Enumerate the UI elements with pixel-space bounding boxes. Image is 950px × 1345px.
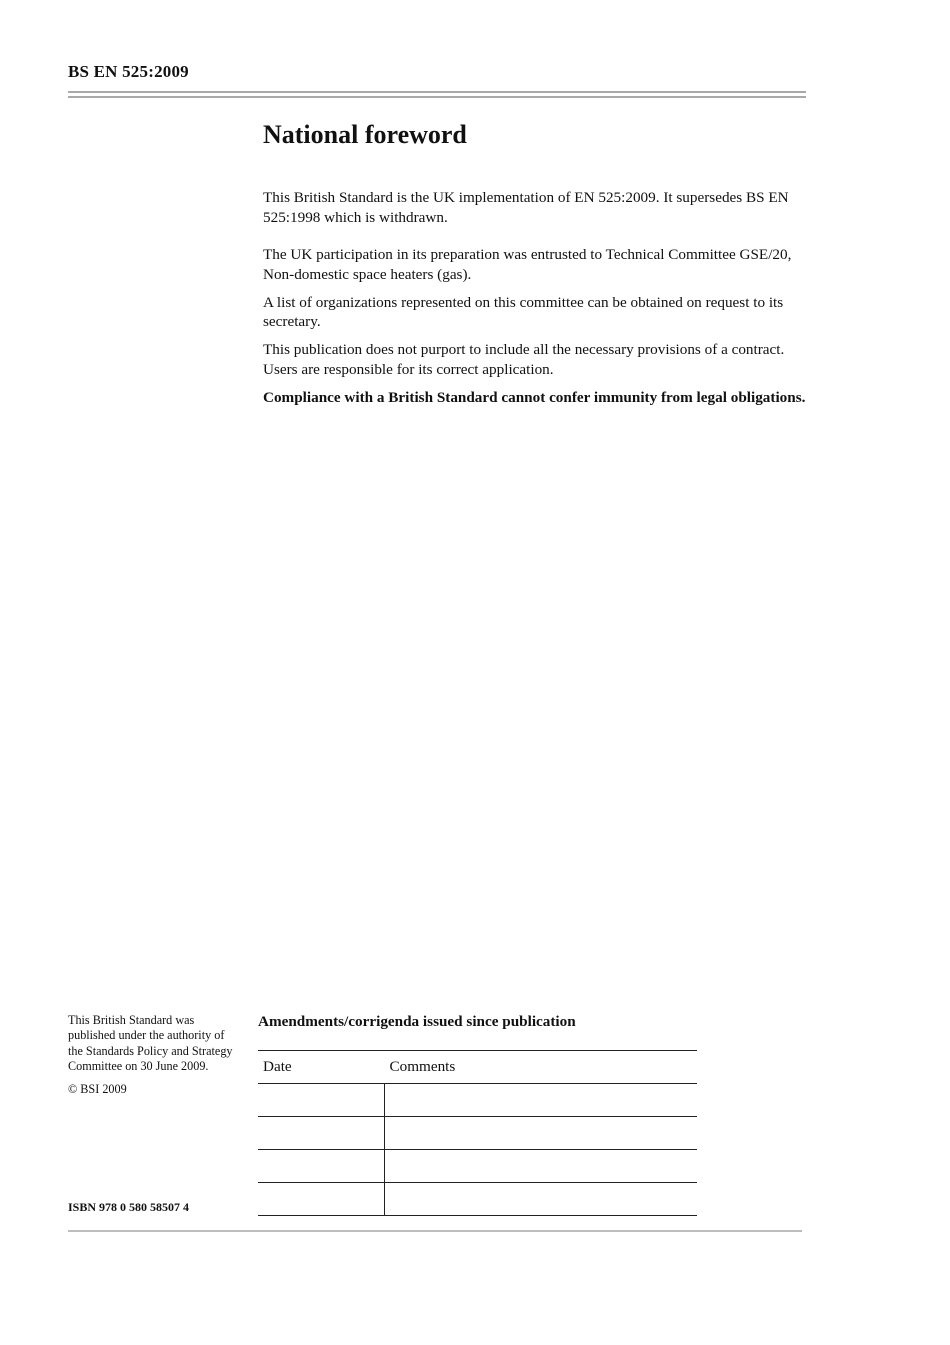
table-cell-comments [385,1084,698,1117]
table-row [258,1150,697,1183]
foreword-paragraph-organizations: A list of organizations represented on this committee can be obtained on request to its secretary. [263,293,784,330]
publication-side-note [68,1013,238,1104]
footer-rule [68,1230,802,1232]
publication-statement: This British Standard was published under the authority of the Standards Policy and Strategy Committee on 30 June 2009. [68,1013,233,1074]
table-cell-comments [385,1183,698,1216]
header-rule-top [68,91,806,93]
table-cell-comments [385,1150,698,1183]
amendments-header-row [258,1051,697,1084]
column-header-date: Date [258,1051,385,1084]
foreword-body [263,188,808,416]
isbn-number: ISBN 978 0 580 58507 4 [68,1200,190,1214]
table-cell-date [258,1183,385,1216]
foreword-paragraph-provisions: This publication does not purport to include all the necessary provisions of a contract. Users are responsible for its correct application. [263,341,785,378]
document-code: BS EN 525:2009 [68,62,189,81]
header-rule-bottom [68,96,806,98]
column-header-comments: Comments [385,1051,698,1084]
page-title: National foreword [263,120,467,149]
amendments-title: Amendments/corrigenda issued since publication [258,1013,576,1030]
table-cell-comments [385,1117,698,1150]
table-row [258,1084,697,1117]
foreword-paragraph-committee: The UK participation in its preparation was entrusted to Technical Committee GSE/20, Non-domestic space heaters (gas). [263,246,792,283]
table-row [258,1117,697,1150]
table-row [258,1183,697,1216]
copyright-notice: © BSI 2009 [68,1081,127,1096]
amendments-table [258,1050,697,1216]
compliance-notice: Compliance with a British Standard cannot confer immunity from legal obligations. [263,388,806,406]
foreword-paragraph-supersedes: This British Standard is the UK implementation of EN 525:2009. It supersedes BS EN 525:1998 which is withdrawn. [263,189,789,226]
table-cell-date [258,1084,385,1117]
table-cell-date [258,1117,385,1150]
table-cell-date [258,1150,385,1183]
